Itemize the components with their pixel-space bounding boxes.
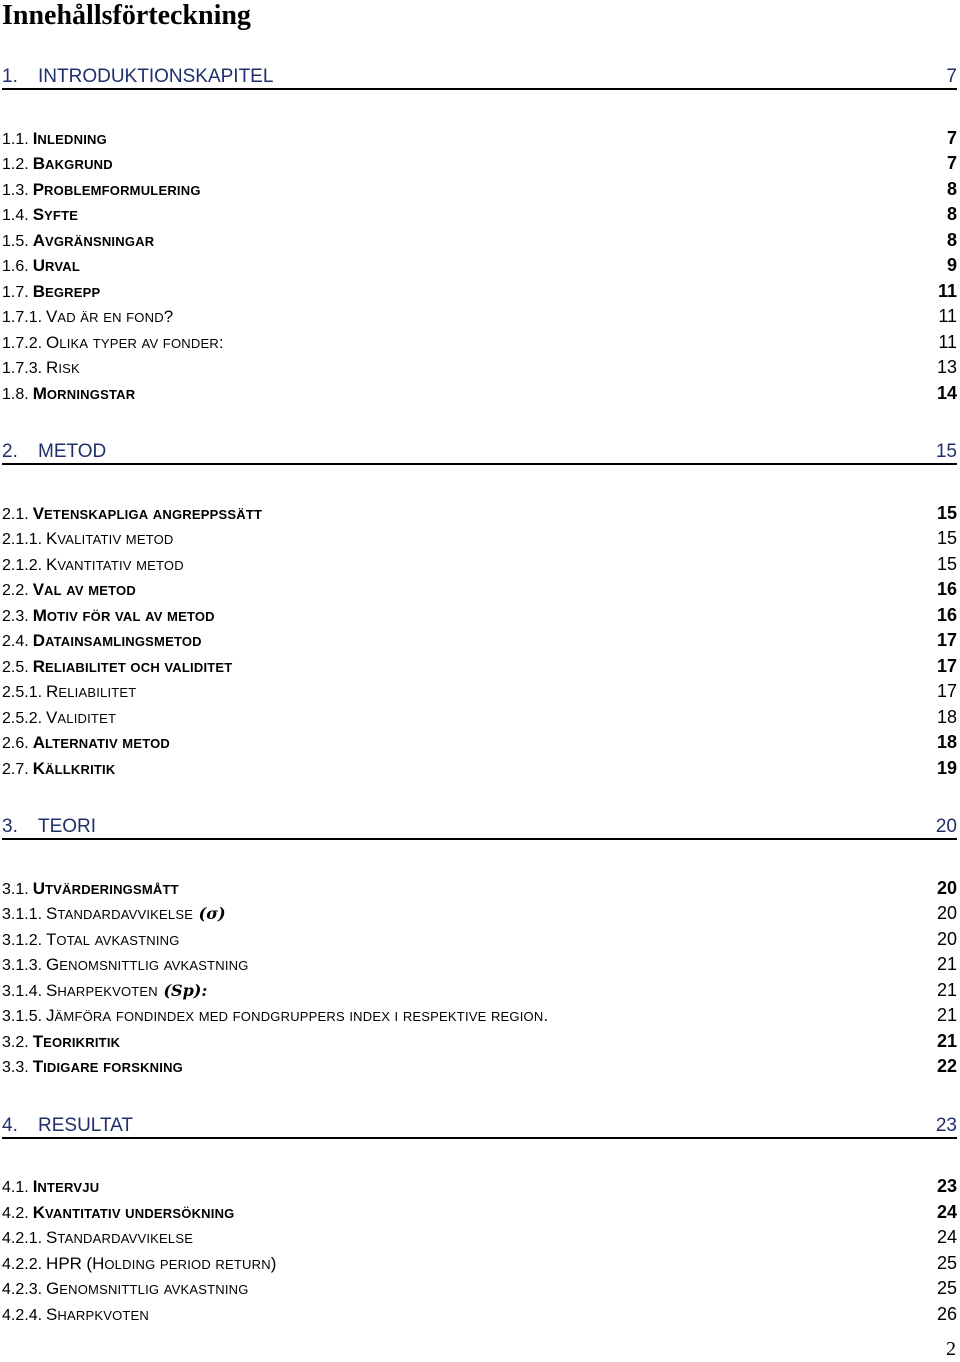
toc-math-symbol: (σ): [193, 904, 226, 923]
toc-section-row[interactable]: [2, 681, 957, 703]
toc-page-number: 7: [946, 153, 957, 173]
toc-page-number: 17: [936, 681, 957, 701]
toc-section-number: 1.5.: [2, 233, 29, 250]
toc-section-title: MORNINGSTAR: [32, 384, 136, 403]
toc-chapter-title: RESULTAT: [38, 1115, 134, 1136]
toc-section-number: 2.5.1.: [2, 684, 43, 701]
toc-page-number: 15: [936, 554, 957, 574]
toc-page-number: 18: [936, 732, 957, 752]
toc-page-number: 18: [936, 707, 957, 727]
toc-section-title: DATAINSAMLINGSMETOD: [32, 631, 202, 650]
toc-section-title: HPR (HOLDING PERIOD RETURN): [46, 1254, 277, 1273]
toc-chapter-number: 2.: [2, 441, 18, 462]
toc-chapter-title: TEORI: [38, 816, 97, 837]
toc-section-number: 4.2.4.: [2, 1307, 43, 1324]
toc-section-row[interactable]: [2, 878, 957, 900]
toc-section-row[interactable]: [2, 1304, 957, 1326]
toc-section-title: TEORIKRITIK: [32, 1032, 121, 1051]
toc-section-title: AVGRÄNSNINGAR: [32, 231, 155, 250]
toc-section-title: VAD ÄR EN FOND?: [46, 307, 174, 326]
toc-section-title: JÄMFÖRA FONDINDEX MED FONDGRUPPERS INDEX I RESPEKTIVE REGION.: [46, 1006, 549, 1025]
toc-section-number: 1.6.: [2, 258, 29, 275]
toc-section-row[interactable]: [2, 281, 957, 303]
toc-section-title: SHARPKVOTEN: [46, 1305, 149, 1324]
toc-section-title: SHARPEKVOTEN: [46, 981, 158, 1000]
toc-section-row[interactable]: [2, 1278, 957, 1300]
toc-page-number: 21: [936, 1031, 957, 1051]
toc-page-number: 9: [946, 255, 957, 275]
toc-section-row[interactable]: [2, 383, 957, 405]
toc-page-number: 20: [936, 929, 957, 949]
toc-section-row[interactable]: [2, 204, 957, 226]
toc-section-number: 3.3.: [2, 1059, 29, 1076]
toc-page-number: 22: [936, 1056, 957, 1076]
toc-section-number: 2.7.: [2, 761, 29, 778]
toc-section-title: BAKGRUND: [32, 154, 113, 173]
toc-page-number: 23: [936, 1176, 957, 1196]
toc-section-title: GENOMSNITTLIG AVKASTNING: [46, 1279, 249, 1298]
toc-section-row[interactable]: [2, 980, 957, 1002]
toc-section-title: SYFTE: [32, 205, 79, 224]
toc-section-number: 4.2.1.: [2, 1230, 43, 1247]
toc-section-title: TOTAL AVKASTNING: [46, 930, 180, 949]
toc-page-number: 21: [936, 1005, 957, 1025]
toc-page-number: 25: [936, 1278, 957, 1298]
toc-page-number: 11: [938, 306, 957, 326]
toc-section-title: URVAL: [32, 256, 80, 275]
toc-section-number: 2.2.: [2, 582, 29, 599]
toc-section-title: KVALITATIV METOD: [46, 529, 174, 548]
toc-section-title: RELIABILITET: [46, 682, 137, 701]
toc-section-number: 3.1.1.: [2, 906, 43, 923]
toc-page-number: 25: [936, 1253, 957, 1273]
toc-section-title: VETENSKAPLIGA ANGREPPSSÄTT: [32, 504, 263, 523]
toc-section-title: VAL AV METOD: [32, 580, 136, 599]
toc-page-number: 16: [936, 579, 957, 599]
toc-section-number: 3.1.2.: [2, 932, 43, 949]
toc-section-title: STANDARDAVVIKELSE: [46, 1228, 194, 1247]
toc-section-number: 2.6.: [2, 735, 29, 752]
toc-page-number: 15: [935, 441, 957, 462]
toc-section-number: 1.4.: [2, 207, 29, 224]
toc-page-number: 17: [936, 656, 957, 676]
toc-section-title: BEGREPP: [32, 282, 101, 301]
toc-section-row[interactable]: [2, 1005, 957, 1027]
toc-section-row[interactable]: [2, 179, 957, 201]
toc-section-title: TIDIGARE FORSKNING: [32, 1057, 183, 1076]
toc-page-number: 19: [936, 758, 957, 778]
toc-section-row[interactable]: [2, 1202, 957, 1224]
toc-page-number: 11: [938, 332, 957, 352]
toc-section-title: OLIKA TYPER AV FONDER:: [46, 333, 224, 352]
toc-section-row[interactable]: [2, 758, 957, 780]
toc-section-number: 1.7.1.: [2, 309, 43, 326]
toc-section-number: 4.1.: [2, 1179, 29, 1196]
toc-page-number: 13: [936, 357, 957, 377]
toc-page-number: 15: [936, 503, 957, 523]
toc-section-title: ALTERNATIV METOD: [32, 733, 171, 752]
toc-section-row[interactable]: [2, 554, 957, 576]
toc-section-row[interactable]: [2, 954, 957, 976]
toc-section-number: 4.2.3.: [2, 1281, 43, 1298]
toc-page-number: 17: [936, 630, 957, 650]
toc-section-title: RISK: [46, 358, 80, 377]
toc-section-title: RELIABILITET OCH VALIDITET: [32, 657, 233, 676]
toc-page-number: 14: [936, 383, 957, 403]
toc-section-number: 2.3.: [2, 608, 29, 625]
toc-chapter-title: INTRODUKTIONSKAPITEL: [38, 66, 274, 87]
toc-section-title: VALIDITET: [46, 708, 117, 727]
toc-page-number: 8: [946, 230, 957, 250]
toc-section-title: INLEDNING: [32, 129, 107, 148]
toc-page-number: 20: [936, 878, 957, 898]
toc-section-row[interactable]: [2, 579, 957, 601]
toc-section-number: 2.5.: [2, 659, 29, 676]
toc-section-number: 1.7.: [2, 284, 29, 301]
toc-section-row[interactable]: [2, 528, 957, 550]
toc-section-title: INTERVJU: [32, 1177, 100, 1196]
toc-chapter-number: 4.: [2, 1115, 18, 1136]
toc-section-row[interactable]: [2, 1253, 957, 1275]
toc-chapter-number: 3.: [2, 816, 18, 837]
toc-page-number: 20: [935, 816, 957, 837]
toc-section-row[interactable]: [2, 1056, 957, 1078]
toc-page-number: 8: [946, 179, 957, 199]
toc-section-number: 2.1.: [2, 506, 29, 523]
toc-section-row[interactable]: [2, 153, 957, 175]
toc-section-title: KVANTITATIV METOD: [46, 555, 184, 574]
toc-chapter-row[interactable]: [2, 816, 957, 840]
toc-section-title: GENOMSNITTLIG AVKASTNING: [46, 955, 249, 974]
toc-chapter-number: 1.: [2, 66, 18, 87]
toc-section-number: 1.2.: [2, 156, 29, 173]
toc-section-row[interactable]: [2, 605, 957, 627]
toc-section-row[interactable]: [2, 128, 957, 150]
toc-section-number: 1.7.3.: [2, 360, 43, 377]
toc-section-title: KVANTITATIV UNDERSÖKNING: [32, 1203, 235, 1222]
toc-section-number: 1.1.: [2, 131, 29, 148]
toc-section-number: 3.1.3.: [2, 957, 43, 974]
toc-section-row[interactable]: [2, 929, 957, 951]
toc-section-row[interactable]: [2, 1031, 957, 1053]
toc-section-number: 3.1.5.: [2, 1008, 43, 1025]
toc-section-row[interactable]: [2, 255, 957, 277]
toc-page-number: 21: [936, 954, 957, 974]
toc-page-number: 21: [936, 980, 957, 1000]
toc-section-row[interactable]: [2, 732, 957, 754]
toc-section-row[interactable]: [2, 357, 957, 379]
toc-section-row[interactable]: [2, 903, 957, 925]
toc-section-number: 4.2.: [2, 1205, 29, 1222]
toc-section-number: 2.5.2.: [2, 710, 43, 727]
toc-section-number: 1.8.: [2, 386, 29, 403]
toc-section-row[interactable]: [2, 1227, 957, 1249]
toc-section-number: 3.2.: [2, 1034, 29, 1051]
toc-section-row[interactable]: [2, 1176, 957, 1198]
toc-section-title: UTVÄRDERINGSMÅTT: [32, 879, 179, 898]
toc-section-row[interactable]: [2, 306, 957, 328]
toc-section-number: 2.4.: [2, 633, 29, 650]
toc-section-title: STANDARDAVVIKELSE: [46, 904, 194, 923]
toc-section-row[interactable]: [2, 332, 957, 354]
toc-section-row[interactable]: [2, 656, 957, 678]
toc-page-number: 11: [937, 281, 957, 301]
toc-section-number: 4.2.2.: [2, 1256, 43, 1273]
toc-page-number: 8: [946, 204, 957, 224]
toc-section-row[interactable]: [2, 630, 957, 652]
toc-page-number: 15: [936, 528, 957, 548]
toc-section-number: 2.1.2.: [2, 557, 43, 574]
toc-section-title: KÄLLKRITIK: [32, 759, 116, 778]
toc-page-number: 23: [935, 1115, 957, 1136]
toc-page-number: 24: [936, 1227, 957, 1247]
toc-section-row[interactable]: [2, 707, 957, 729]
toc-page-number: 7: [946, 128, 957, 148]
toc-page-number: 16: [936, 605, 957, 625]
toc-chapter-title: METOD: [38, 441, 107, 462]
toc-math-symbol: (Sp):: [157, 981, 208, 1000]
page-number: 2: [946, 1338, 956, 1360]
toc-chapter-row[interactable]: [2, 66, 957, 90]
toc-section-number: 2.1.1.: [2, 531, 43, 548]
toc-page-number: 7: [946, 66, 957, 87]
toc-page-number: 26: [936, 1304, 957, 1324]
page-title: Innehållsförteckning: [2, 0, 251, 31]
toc-page-number: 20: [936, 903, 957, 923]
toc-section-number: 3.1.4.: [2, 983, 43, 1000]
toc-page-number: 24: [936, 1202, 957, 1222]
toc-section-row[interactable]: [2, 503, 957, 525]
toc-section-number: 1.7.2.: [2, 335, 43, 352]
toc-chapter-row[interactable]: [2, 441, 957, 465]
toc-section-title: MOTIV FÖR VAL AV METOD: [32, 606, 215, 625]
toc-section-number: 3.1.: [2, 881, 29, 898]
toc-section-number: 1.3.: [2, 182, 29, 199]
toc-section-row[interactable]: [2, 230, 957, 252]
toc-section-title: PROBLEMFORMULERING: [32, 180, 201, 199]
toc-chapter-row[interactable]: [2, 1115, 957, 1139]
